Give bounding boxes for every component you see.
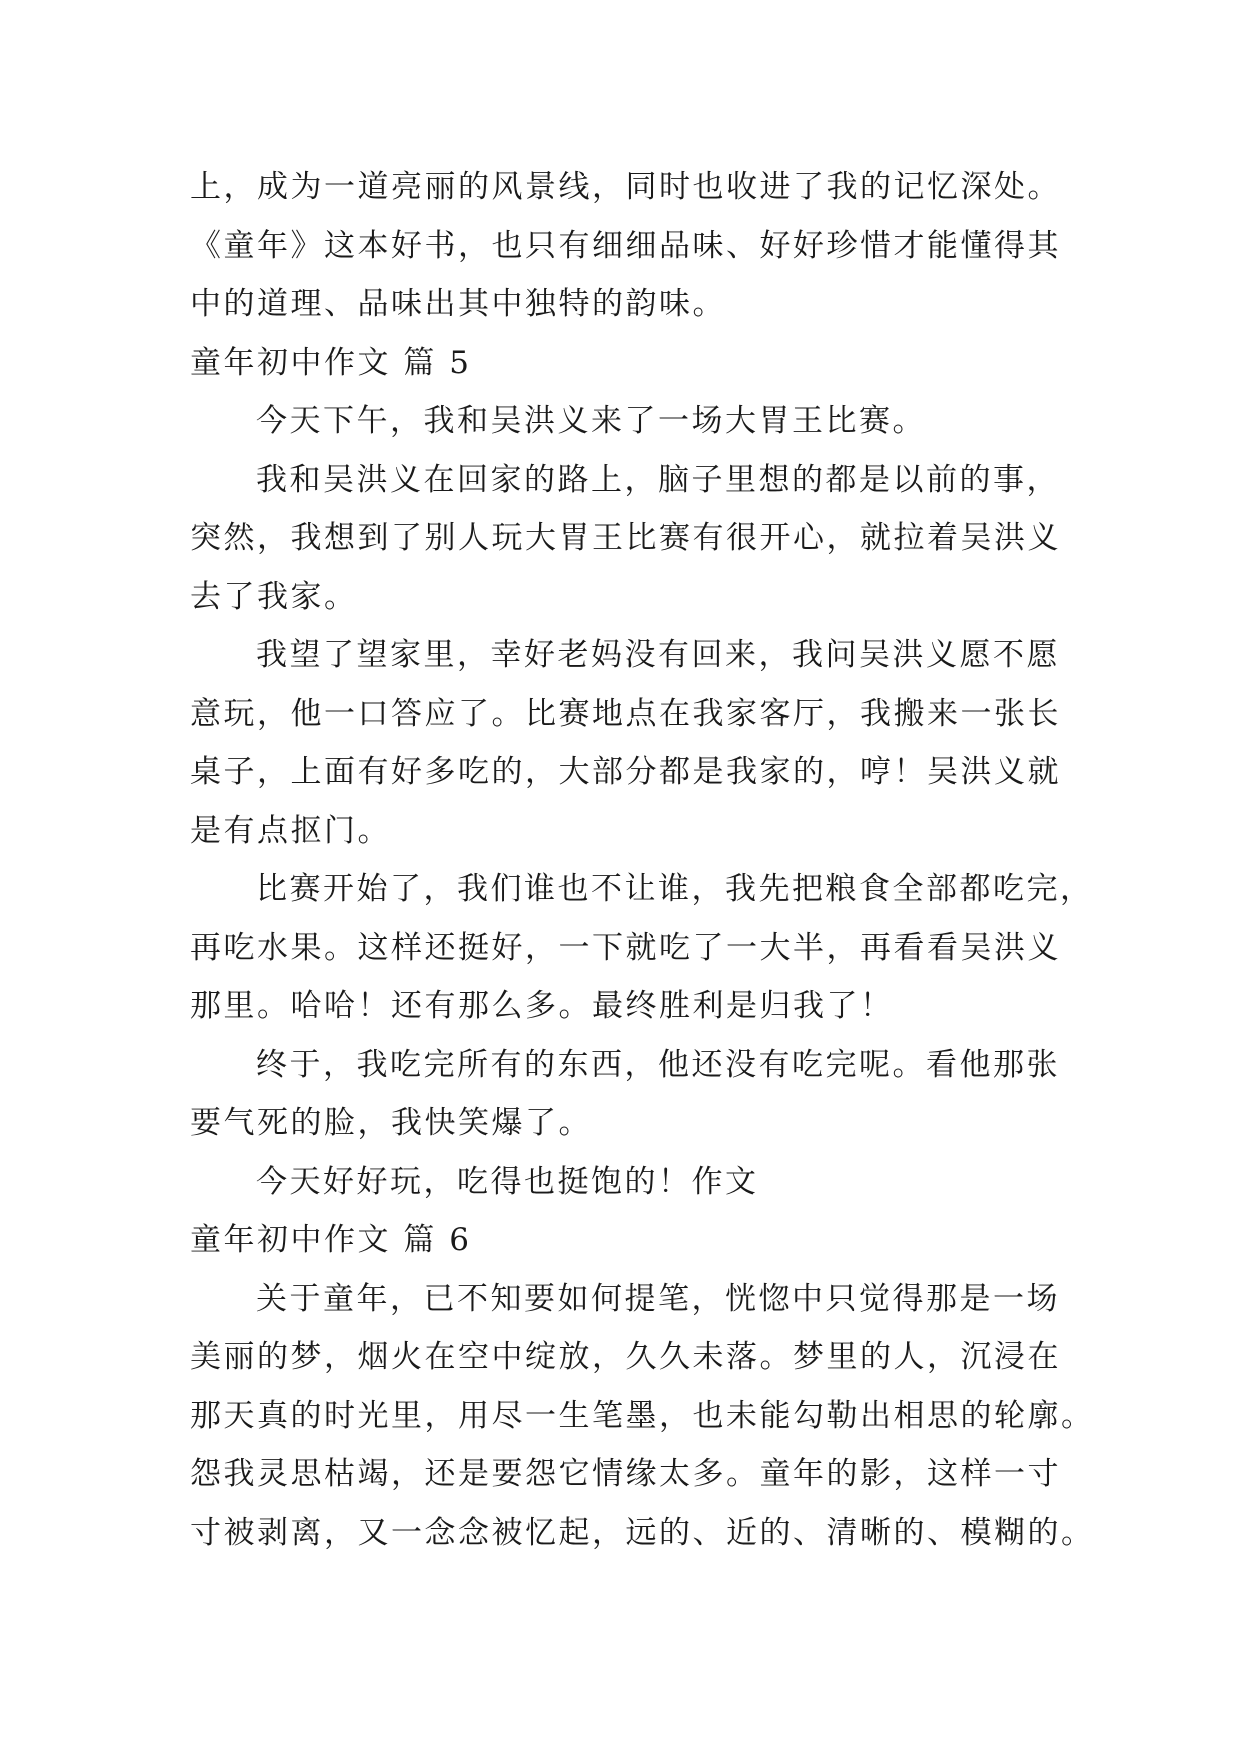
text-line: 上，成为一道亮丽的风景线，同时也收进了我的记忆深处。 bbox=[190, 169, 1061, 205]
text-line: 我望了望家里，幸好老妈没有回来，我问吴洪义愿不愿 bbox=[256, 637, 1060, 673]
text-line: 我和吴洪义在回家的路上，脑子里想的都是以前的事， bbox=[256, 461, 1060, 498]
text-line: 关于童年，已不知要如何提笔，恍惚中只觉得那是一场 bbox=[256, 1280, 1060, 1317]
text-line: 比赛开始了，我们谁也不让谁，我先把粮食全部都吃完， bbox=[256, 871, 1094, 907]
text-line: 突然，我想到了别人玩大胃王比赛有很开心，就拉着吴洪义 bbox=[190, 520, 1061, 556]
text-line: 今天好好玩，吃得也挺饱的！作文 bbox=[256, 1163, 759, 1200]
section-heading: 童年初中作文 篇 6 bbox=[190, 1222, 472, 1258]
text-line: 今天下午，我和吴洪义来了一场大胃王比赛。 bbox=[256, 403, 926, 439]
text-line: 再吃水果。这样还挺好，一下就吃了一大半，再看看吴洪义 bbox=[190, 929, 1061, 966]
text-line: 意玩，他一口答应了。比赛地点在我家客厅，我搬来一张长 bbox=[190, 695, 1061, 732]
section-heading: 童年初中作文 篇 5 bbox=[190, 344, 472, 381]
text-line: 寸被剥离，又一念念被忆起，远的、近的、清晰的、模糊的。 bbox=[190, 1514, 1095, 1551]
text-line: 桌子，上面有好多吃的，大部分都是我家的，哼！吴洪义就 bbox=[190, 754, 1061, 790]
text-line: 终于，我吃完所有的东西，他还没有吃完呢。看他那张 bbox=[256, 1046, 1060, 1083]
text-line: 那天真的时光里，用尽一生笔墨，也未能勾勒出相思的轮廓。 bbox=[190, 1397, 1095, 1434]
text-line: 怨我灵思枯竭，还是要怨它情缘太多。童年的影，这样一寸 bbox=[190, 1456, 1061, 1492]
text-line: 美丽的梦，烟火在空中绽放，久久未落。梦里的人，沉浸在 bbox=[190, 1339, 1061, 1375]
text-line: 中的道理、品味出其中独特的韵味。 bbox=[190, 286, 726, 322]
text-line: 那里。哈哈！还有那么多。最终胜利是归我了！ bbox=[190, 988, 894, 1024]
text-line: 去了我家。 bbox=[190, 578, 358, 615]
text-line: 是有点抠门。 bbox=[190, 812, 391, 849]
text-line: 要气死的脸，我快笑爆了。 bbox=[190, 1105, 592, 1141]
text-line: 《童年》这本好书，也只有细细品味、好好珍惜才能懂得其 bbox=[190, 227, 1061, 264]
document-body bbox=[190, 158, 1095, 1562]
